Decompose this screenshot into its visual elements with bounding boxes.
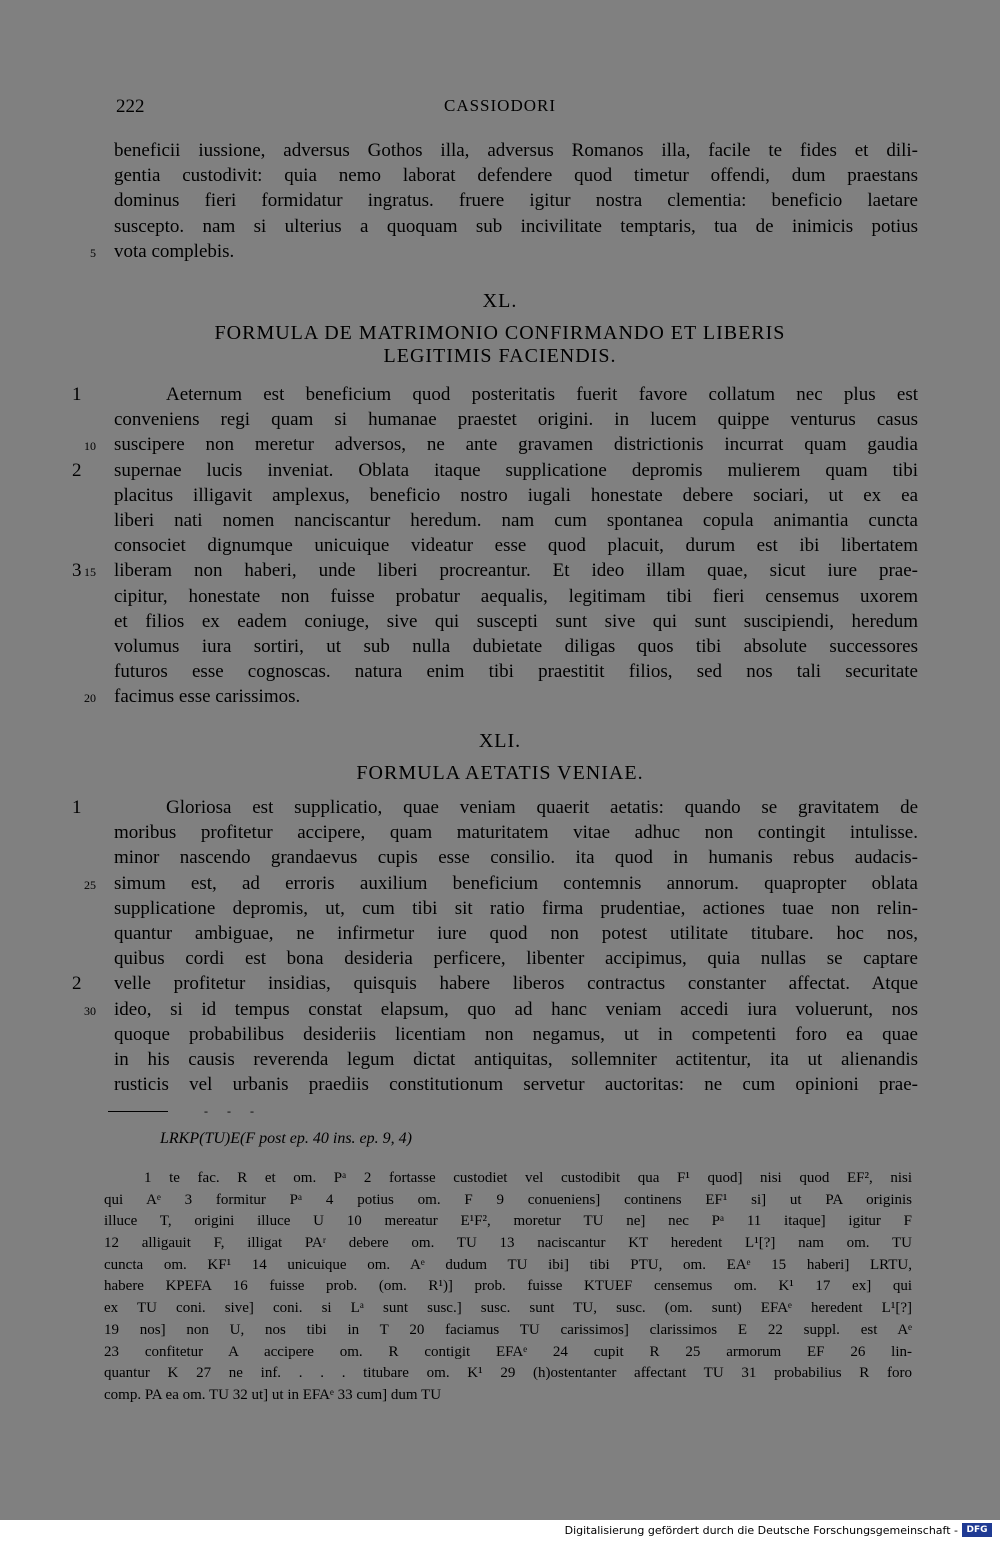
line-number: 10 [84,439,96,454]
page-number: 222 [116,96,145,117]
dfg-logo: DFG [962,1523,992,1537]
section-marker: 1 [72,797,82,818]
text-line: liberam non haberi, unde liberi procreantur. Et ideo illam quae, sicut iure prae- [114,560,918,582]
section-number-xli: XLI. [478,730,522,752]
critical-apparatus [104,1168,912,1407]
line-number: 5 [90,245,96,260]
apparatus-line: qui Aᵉ 3 formitur Pᵃ 4 potius om. F 9 conueniens] continens EF¹ si] ut PA originis [104,1191,912,1208]
section-marker: 2 [72,973,82,995]
line-number: 20 [84,691,96,706]
text-line: in his causis reverenda legum dictat antiquitas, sollemniter actitentur, ita ut alienandis [114,1048,918,1070]
section-marker: 1 [72,384,82,405]
line-number: 30 [84,1003,96,1018]
line-number: 15 [84,565,96,580]
text-line: ideo, si id tempus constat elapsum, quo ad hanc veniam accedi iura voluerunt, nos [114,998,918,1020]
text-line: quantur ambiguae, ne infirmetur iure quod non potest utilitate titubare. hoc nos, [114,922,918,944]
text-line: gentia custodivit: quia nemo laborat defendere quod timetur offendi, dum praestans [114,165,918,187]
section-number-xl: XL. [482,290,518,312]
text-line: supernae lucis inveniat. Oblata itaque supplicatione depromis mulierem quam tibi [114,459,918,481]
text-line: liberi nati nomen nanciscantur heredum. nam cum spontanea copula animantia cuncta [114,509,918,531]
text-line: velle profitetur insidias, quisquis habere liberos contractus constanter affectat. Atque [114,973,918,995]
text-block-continuation [0,138,1000,264]
text-line: cipitur, honestate non fuisse probatur aequalis, legitimam tibi fieri censemus uxorem [114,585,918,607]
apparatus-line: 12 alligauit F, illigat PAʳ debere om. TU 13 naciscantur KT heredent L¹[?] nam om. TU [104,1235,912,1252]
manuscript-sigla: LRKP(TU)E(F post ep. 40 ins. ep. 9, 4) [160,1130,412,1147]
section-marker: 3 [72,560,82,582]
text-line: quibus cordi est bona desideria perficere, libenter accipimus, quia nullas se captare [114,948,918,970]
text-line: conveniens regi quam si humanae praestet origini. in lucem quippe venturus casus [114,409,918,431]
text-line: moribus profitetur accipere, quam maturitatem vitae adhuc non contingit intulisse. [114,822,918,844]
funding-credit: Digitalisierung gefördert durch die Deutsche Forschungsgemeinschaft - [564,1524,958,1537]
text-block-xli [0,795,1000,1097]
text-line: suscipere non meretur adversos, ne ante gravamen districtionis incurrat quam gaudia [114,434,918,456]
apparatus-line: 1 te fac. R et om. Pᵃ 2 fortasse custodiet vel custodibit qua F¹ quod] nisi quod EF², nisi [144,1170,912,1186]
text-line: volumus iura sortiri, ut sub nulla dubietate diligas quos tibi absolute successores [114,635,918,657]
apparatus-line: cuncta om. KF¹ 14 unicuique om. Aᵉ dudum TU ibi] tibi PTU, om. EAᵉ 15 haberi] LRTU, [104,1256,912,1273]
text-line: placitus illigavit amplexus, beneficio nostro iugali honestate debere sociari, ut ex ea [114,484,918,506]
apparatus-line: comp. PA ea om. TU 32 ut] ut in EFAᵉ 33 cum] dum TU [104,1386,442,1403]
section-title-xli: FORMULA AETATIS VENIAE. [356,762,644,784]
section-title-xl-line2: LEGITIMIS FACIENDIS. [383,345,617,367]
section-title-xl-line1: FORMULA DE MATRIMONIO CONFIRMANDO ET LIBERIS [214,322,786,344]
footnote-rule [108,1111,168,1112]
text-line: facimus esse carissimos. [114,686,301,708]
running-head: CASSIODORI [443,96,557,115]
apparatus-line: 23 confitetur A accipere om. R contigit EFAᵉ 24 cupit R 25 armorum EF 26 lin- [104,1343,912,1360]
text-line: dominus fieri formidatur ingratus. fruere igitur nostra clementia: beneficio laetare [114,190,918,212]
text-line: Aeternum est beneficium quod posteritatis fuerit favore collatum nec plus est [166,384,918,405]
text-line: consociet dignumque unicuique videatur esse quod placuit, durum est ibi libertatem [114,535,918,557]
text-line: et filios ex eadem coniuge, sive qui suscepti sunt sive qui sunt suscipiendi, heredum [114,610,918,632]
text-block-xl [0,382,1000,709]
text-line: Gloriosa est supplicatio, quae veniam quaerit aetatis: quando se gravitatem de [166,797,918,818]
text-line: quoque probabilibus desideriis licentiam non negamus, ut in competenti foro ea quae [114,1023,918,1045]
apparatus-line: habere KPEFA 16 fuisse prob. (om. R¹)] prob. fuisse KTUEF censemus om. K¹ 17 ex] qui [104,1278,912,1295]
text-line: minor nascendo grandaevus cupis esse consilio. ita quod in humanis rebus audacis- [114,847,918,869]
footnote-dots: - - - [204,1104,262,1118]
line-number: 25 [84,877,96,892]
text-line: futuros esse cognoscas. natura enim tibi praestitit filios, sed nos tali securitate [114,661,918,683]
section-marker: 2 [72,459,82,481]
text-line: suscepto. nam si ulterius a quoquam sub incivilitate temptaris, tua de inimicis potius [114,215,918,237]
page-header [0,96,1000,122]
text-line: rusticis vel urbanis praediis constitutionum servetur auctoritas: ne cum opinioni prae- [114,1074,918,1096]
apparatus-line: quantur K 27 ne inf. . . . titubare om. K¹ 29 (h)ostentanter affectant TU 31 probabilius R foro [104,1365,912,1382]
text-line: simum est, ad erroris auxilium beneficium contemnis annorum. quapropter oblata [114,872,918,894]
text-line: vota complebis. [114,240,235,262]
text-line: supplicatione depromis, ut, cum tibi sit ratio firma prudentiae, actiones tuae non relin- [114,897,918,919]
apparatus-line: 19 nos] non U, nos tibi in T 20 faciamus TU carissimos] clarissimos E 22 suppl. est Aᵉ [104,1321,912,1338]
footer-bar [0,1520,1000,1541]
apparatus-line: ex TU coni. sive] coni. si Lᵃ sunt susc.] susc. sunt TU, susc. (om. sunt) EFAᵉ heredent L¹[?] [104,1300,912,1317]
text-line: beneficii iussione, adversus Gothos illa, adversus Romanos illa, facile te fides et dili- [114,140,918,161]
apparatus-line: illuce T, origini illuce U 10 mereatur E¹F², moretur TU ne] nec Pᵃ 11 itaque] igitur F [104,1213,912,1230]
